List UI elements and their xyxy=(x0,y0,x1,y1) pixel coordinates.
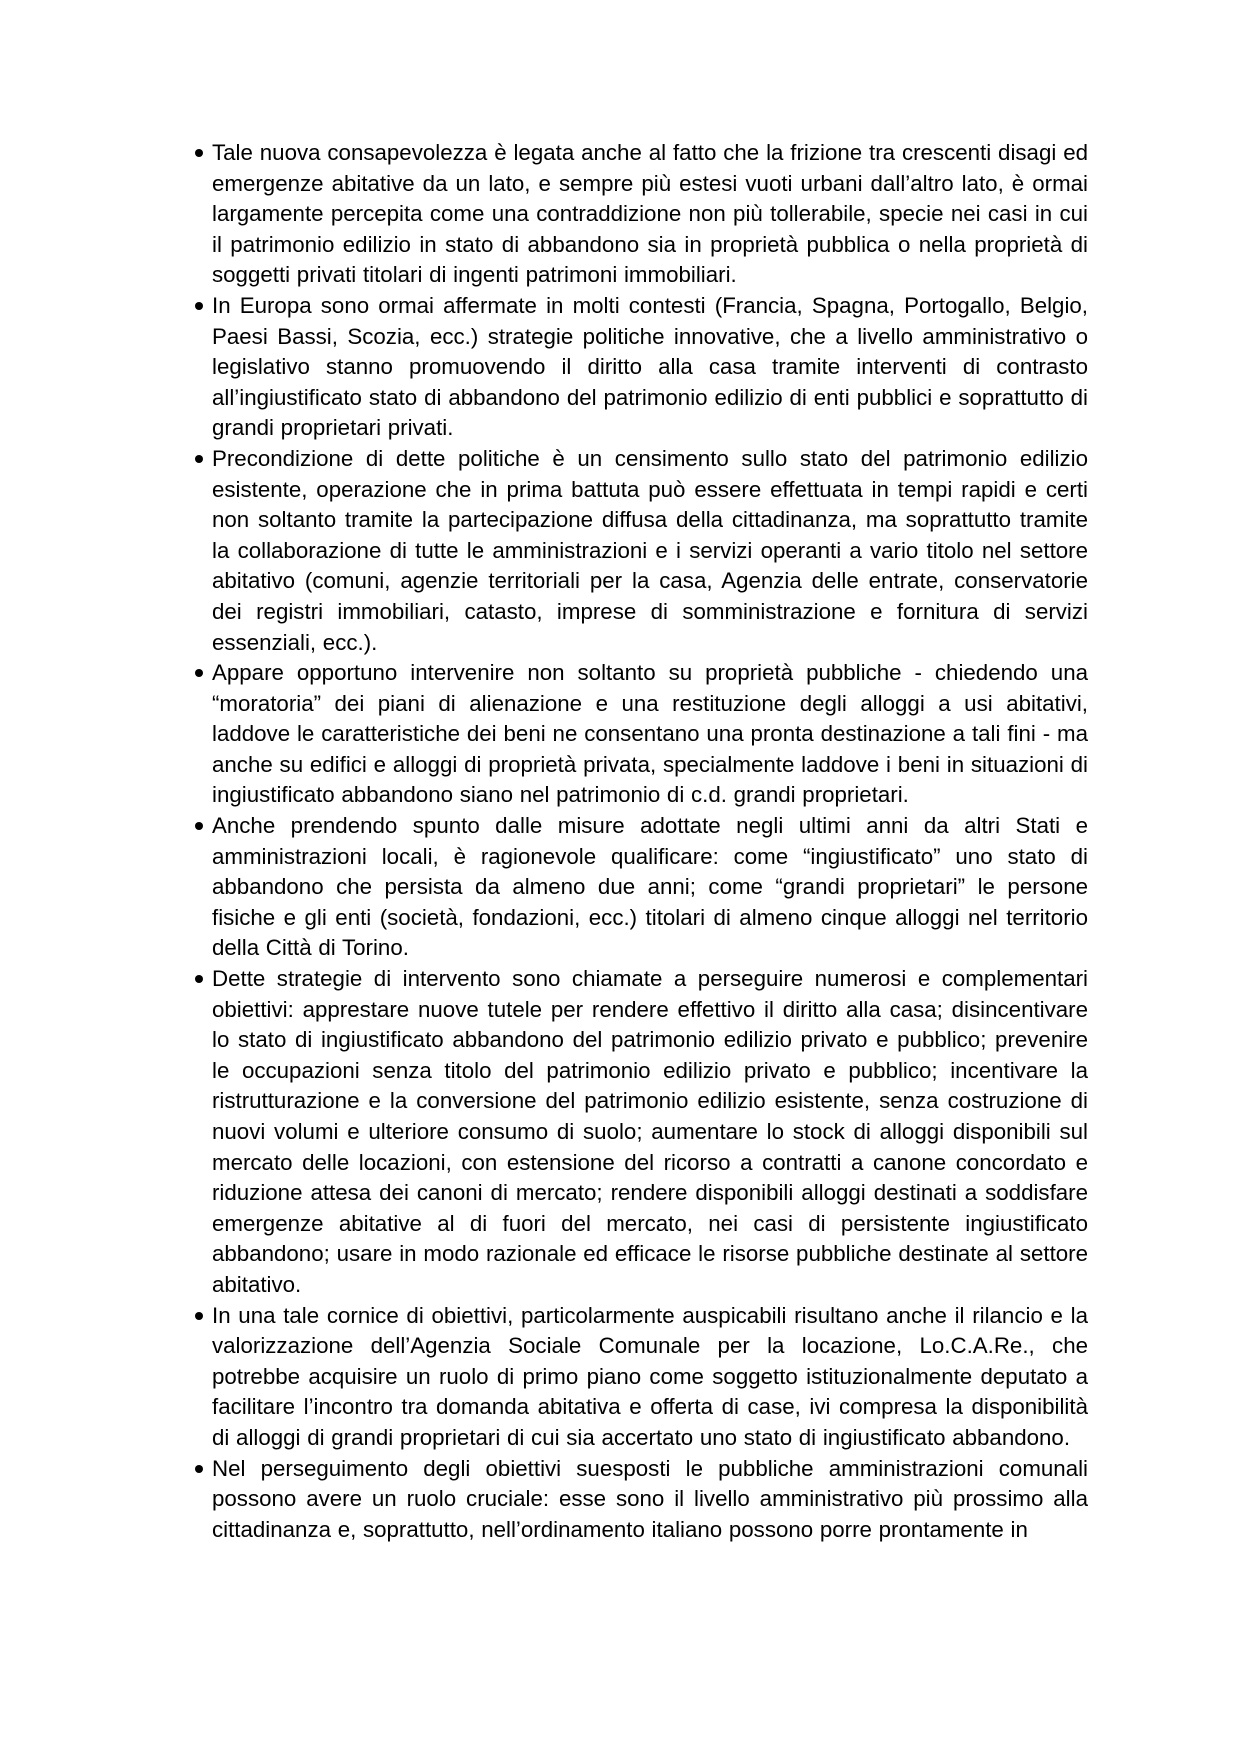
bullet-list xyxy=(212,138,1088,1545)
bullet-text: Tale nuova consapevolezza è legata anche al fatto che la frizione tra crescenti disagi ed emergenze abitative da un lato, e sempre più estesi vuoti urbani dall’altro lato, è ormai largamente percepita come una contraddizione non più tollerabile, specie nei casi in cui il patrimonio edilizio in stato di abbandono sia in proprietà pubblica o nella proprietà di soggetti privati titolari di ingenti patrimoni immobiliari. xyxy=(212,140,1088,288)
bullet-text: In Europa sono ormai affermate in molti contesti (Francia, Spagna, Portogallo, Belgio, Paesi Bassi, Scozia, ecc.) strategie politiche innovative, che a livello amministrativo o legislativo stanno promuovendo il diritto alla casa tramite interventi di contrasto all’ingiustificato stato di abbandono del patrimonio edilizio di enti pubblici e soprattutto di grandi proprietari privati. xyxy=(212,292,1088,441)
bullet-dot-icon xyxy=(195,669,203,677)
bullet-dot-icon xyxy=(195,975,203,983)
bullet-dot-icon xyxy=(195,1465,203,1473)
bullet-text: Appare opportuno intervenire non soltanto su proprietà pubbliche - chiedendo una “moratoria” dei piani di alienazione e una restituzione degli alloggi a usi abitativi, laddove le caratteristiche dei beni ne consentano una pronta destinazione a tali fini - ma anche su edifici e alloggi di proprietà privata, specialmente laddove i beni in situazioni di ingiustificato abbandono siano nel patrimonio di c.d. grandi proprietari. xyxy=(212,660,1088,808)
bullet-item xyxy=(212,1301,1088,1454)
bullet-item xyxy=(212,291,1088,444)
bullet-dot-icon xyxy=(195,149,203,157)
bullet-text: Precondizione di dette politiche è un censimento sullo stato del patrimonio edilizio esistente, operazione che in prima battuta può essere effettuata in tempi rapidi e certi non soltanto tramite la partecipazione diffusa della cittadinanza, ma soprattutto tramite la collaborazione di tutte le amministrazioni e i servizi operanti a vario titolo nel settore abitativo (comuni, agenzie territoriali per la casa, Agenzia delle entrate, conservatorie dei registri immobiliari, catasto, imprese di somministrazione e fornitura di servizi essenziali, ecc.). xyxy=(212,445,1088,655)
bullet-text: In una tale cornice di obiettivi, particolarmente auspicabili risultano anche il rilancio e la valorizzazione dell’Agenzia Sociale Comunale per la locazione, Lo.C.A.Re., che potrebbe acquisire un ruolo di primo piano come soggetto istituzionalmente deputato a facilitare l’incontro tra domanda abitativa e offerta di case, ivi compresa la disponibilità di alloggi di grandi proprietari di cui sia accertato uno stato di ingiustificato abbandono. xyxy=(212,1302,1088,1450)
bullet-text: Dette strategie di intervento sono chiamate a perseguire numerosi e complementari obiettivi: apprestare nuove tutele per rendere effettivo il diritto alla casa; disincentivare lo stato di ingiustificato abbandono del patrimonio edilizio privato e pubblico; prevenire le occupazioni senza titolo del patrimonio edilizio privato e pubblico; incentivare la ristrutturazione e la conversione del patrimonio edilizio esistente, senza costruzione di nuovi volumi e ulteriore consumo di suolo; aumentare lo stock di alloggi disponibili sul mercato delle locazioni, con estensione del ricorso a contratti a canone concordato e riduzione attesa dei canoni di mercato; rendere disponibili alloggi destinati a soddisfare emergenze abitative al di fuori del mercato, nei casi di persistente ingiustificato abbandono; usare in modo razionale ed efficace le risorse pubbliche destinate al settore abitativo. xyxy=(212,966,1088,1297)
bullet-item xyxy=(212,964,1088,1301)
bullet-item xyxy=(212,658,1088,811)
bullet-item xyxy=(212,811,1088,964)
bullet-item xyxy=(212,444,1088,658)
page-content xyxy=(212,138,1088,1545)
bullet-dot-icon xyxy=(195,302,203,310)
bullet-dot-icon xyxy=(195,455,203,463)
bullet-dot-icon xyxy=(195,822,203,830)
bullet-text: Nel perseguimento degli obiettivi suesposti le pubbliche amministrazioni comunali possono avere un ruolo cruciale: esse sono il livello amministrativo più prossimo alla cittadinanza e, soprattutto, nell’ordinamento italiano possono porre prontamente in xyxy=(212,1455,1088,1542)
bullet-dot-icon xyxy=(195,1312,203,1320)
bullet-text: Anche prendendo spunto dalle misure adottate negli ultimi anni da altri Stati e amministrazioni locali, è ragionevole qualificare: come “ingiustificato” uno stato di abbandono che persista da almeno due anni; come “grandi proprietari” le persone fisiche e gli enti (società, fondazioni, ecc.) titolari di almeno cinque alloggi nel territorio della Città di Torino. xyxy=(212,813,1088,961)
bullet-item xyxy=(212,138,1088,291)
bullet-item xyxy=(212,1454,1088,1546)
